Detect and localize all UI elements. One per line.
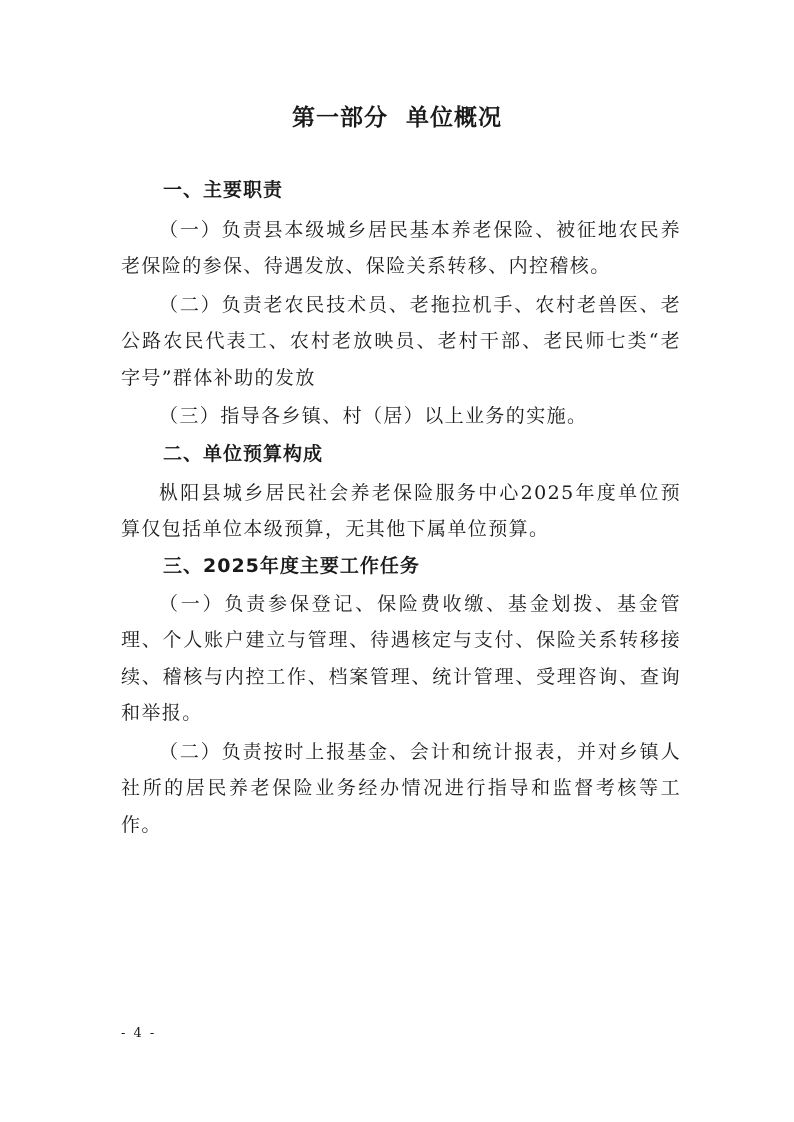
paragraph-duty-1: （一）负责县本级城乡居民基本养老保险、被征地农民养老保险的参保、待遇发放、保险关系转移、内控稽核。 (121, 219, 681, 278)
paragraph-task-1: （一）负责参保登记、保险费收缴、基金划拨、基金管理、个人账户建立与管理、待遇核定与支付、保险关系转移接续、稽核与内控工作、档案管理、统计管理、受理咨询、查询和举报。 (121, 593, 681, 725)
page-number: - 4 - (121, 1026, 157, 1041)
section-heading-main-tasks: 三、2025年度主要工作任务 (163, 555, 420, 577)
paragraph-task-2: （二）负责按时上报基金、会计和统计报表，并对乡镇人社所的居民养老保险业务经办情况进行指导和监督考核等工作。 (121, 741, 681, 836)
section-heading-duties: 一、主要职责 (163, 179, 284, 201)
section-heading-budget-structure: 二、单位预算构成 (163, 443, 324, 465)
paragraph-budget-structure: 枞阳县城乡居民社会养老保险服务中心2025年度单位预算仅包括单位本级预算，无其他下属单位预算。 (121, 482, 681, 541)
paragraph-duty-3: （三）指导各乡镇、村（居）以上业务的实施。 (159, 405, 588, 427)
paragraph-duty-2: （二）负责老农民技术员、老拖拉机手、农村老兽医、老公路农民代表工、农村老放映员、老村干部、老民师七类“老字号”群体补助的发放 (121, 294, 681, 389)
page-title: 第一部分 单位概况 (291, 105, 502, 131)
